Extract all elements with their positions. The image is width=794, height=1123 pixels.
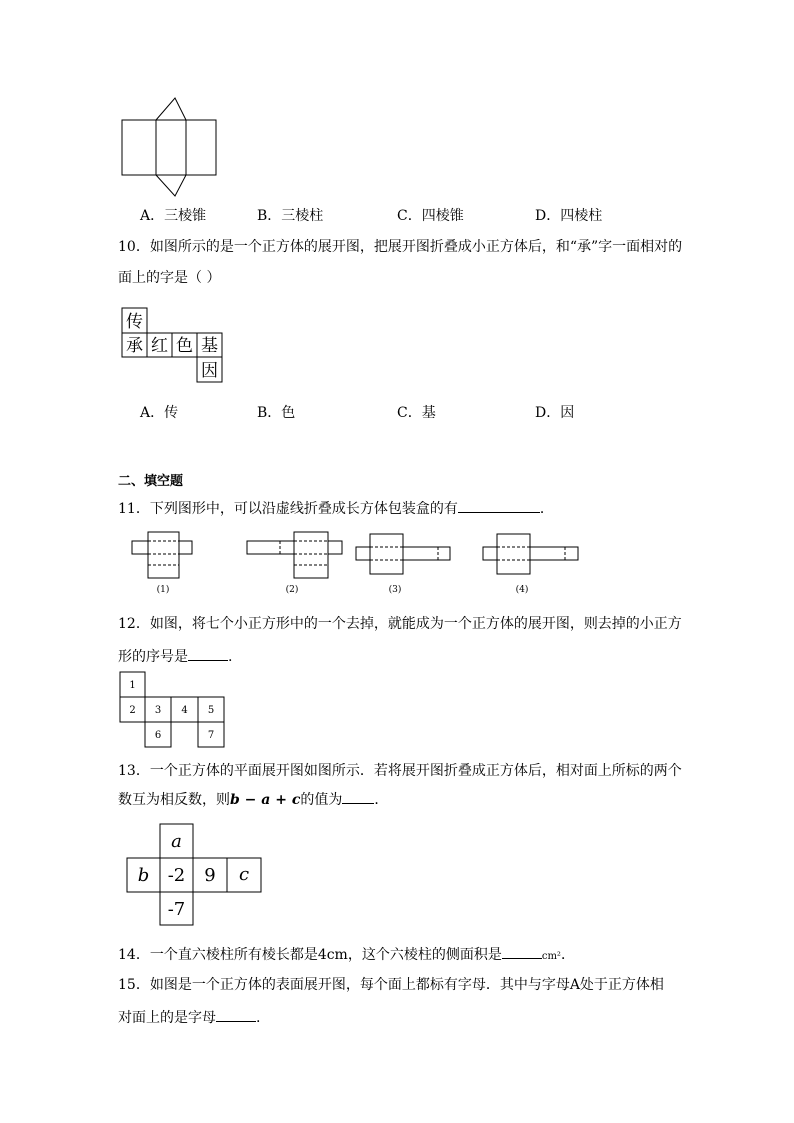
q13-text-line2 bbox=[118, 789, 388, 810]
q12-answer-blank[interactable] bbox=[188, 646, 228, 661]
q10-text-line1: 10．如图所示的是一个正方体的展开图，把展开图折叠成小正方体后，和“承”字一面相对的 bbox=[118, 239, 683, 255]
q11-text-body: 11．下列图形中，可以沿虚线折叠成长方体包装盒的有 bbox=[118, 501, 458, 517]
q14-text-body: 14．一个直六棱柱所有棱长都是4cm，这个六棱柱的侧面积是 bbox=[118, 947, 502, 963]
q13-text-post: 的值为 bbox=[300, 792, 343, 808]
q13-expression: b − a + c bbox=[230, 792, 301, 808]
q10-option-d[interactable]: D．因 bbox=[535, 405, 575, 421]
q11-figures bbox=[128, 528, 584, 598]
net-char-ji: 基 bbox=[201, 336, 218, 356]
q12-seven-squares-figure bbox=[118, 670, 228, 750]
square-label-6: 6 bbox=[154, 730, 162, 741]
q10-option-a[interactable]: A．传 bbox=[140, 405, 179, 421]
section-title: 二、填空题 bbox=[118, 474, 184, 489]
q14-text bbox=[118, 944, 575, 967]
square-label-7: 7 bbox=[207, 730, 215, 741]
q9-option-b[interactable]: B．三棱柱 bbox=[257, 208, 324, 224]
q11-answer-blank[interactable] bbox=[458, 498, 540, 513]
q15-answer-blank[interactable] bbox=[216, 1007, 256, 1022]
square-label-1: 1 bbox=[129, 680, 136, 691]
q13-text-pre: 数互为相反数，则 bbox=[118, 792, 230, 808]
q10-cube-net-figure bbox=[120, 306, 226, 384]
q14-answer-blank[interactable] bbox=[502, 944, 542, 959]
q11-figure-3 bbox=[356, 534, 450, 574]
q15-text-line2 bbox=[118, 1007, 260, 1028]
q14-text-end: ． bbox=[560, 947, 575, 963]
q12-text-end: . bbox=[228, 649, 233, 665]
net-label-c: c bbox=[238, 864, 250, 885]
square-label-4: 4 bbox=[181, 705, 188, 716]
q9-option-a[interactable]: A．三棱锥 bbox=[140, 208, 207, 224]
net-label-a: a bbox=[171, 831, 182, 852]
net-face bbox=[186, 120, 216, 175]
q9-option-d[interactable]: D．四棱柱 bbox=[535, 208, 603, 224]
q11-figure-1 bbox=[132, 532, 192, 578]
q12-text-line2 bbox=[118, 646, 232, 667]
q11-text bbox=[118, 498, 554, 519]
net-char-hong: 红 bbox=[151, 336, 168, 356]
q13-answer-blank[interactable] bbox=[342, 789, 374, 804]
net-char-cheng: 承 bbox=[126, 336, 143, 356]
q11-caption-2: (2) bbox=[285, 585, 299, 595]
net-triangle-bottom bbox=[156, 175, 186, 196]
q13-text-line1: 13．一个正方体的平面展开图如图所示．若将展开图折叠成正方体后，相对面上所标的两个 bbox=[118, 763, 682, 779]
net-char-se: 色 bbox=[176, 336, 193, 356]
q14-unit: cm² bbox=[541, 951, 561, 962]
q11-caption-3: (3) bbox=[388, 585, 402, 595]
q11-caption-1: (1) bbox=[156, 585, 170, 595]
net-label-9: 9 bbox=[204, 865, 216, 886]
q12-text-line1: 12．如图，将七个小正方形中的一个去掉，就能成为一个正方体的展开图，则去掉的小正方 bbox=[118, 616, 682, 632]
net-label-minus2: -2 bbox=[167, 865, 186, 886]
net-label-b: b bbox=[137, 865, 150, 886]
q10-option-b[interactable]: B．色 bbox=[257, 405, 296, 421]
net-label-minus7: -7 bbox=[167, 899, 186, 920]
q10-text-line2: 面上的字是（ ） bbox=[118, 270, 221, 286]
net-char-yin: 因 bbox=[201, 361, 218, 381]
q11-caption-4: (4) bbox=[515, 585, 529, 595]
q11-figure-2 bbox=[247, 532, 342, 578]
q11-figure-4 bbox=[483, 534, 578, 574]
square-label-2: 2 bbox=[129, 705, 136, 716]
q15-text-body: 对面上的是字母 bbox=[118, 1010, 216, 1026]
q9-option-c[interactable]: C．四棱锥 bbox=[397, 208, 464, 224]
square-label-5: 5 bbox=[207, 705, 215, 716]
q13-cube-net-figure bbox=[124, 822, 266, 928]
q13-text-end: ． bbox=[374, 792, 389, 808]
q15-text-line1: 15．如图是一个正方体的表面展开图，每个面上都标有字母．其中与字母A处于正方体相 bbox=[118, 977, 664, 993]
square-label-3: 3 bbox=[154, 705, 162, 716]
q12-text-body: 形的序号是 bbox=[118, 649, 188, 665]
q10-option-c[interactable]: C．基 bbox=[397, 405, 436, 421]
q11-text-end: ． bbox=[539, 501, 554, 517]
net-face bbox=[156, 120, 186, 175]
q15-text-end: . bbox=[256, 1010, 261, 1026]
net-triangle-top bbox=[156, 98, 186, 120]
q9-prism-net-figure bbox=[118, 95, 220, 200]
net-face bbox=[122, 120, 156, 175]
net-char-chuan: 传 bbox=[126, 312, 143, 332]
